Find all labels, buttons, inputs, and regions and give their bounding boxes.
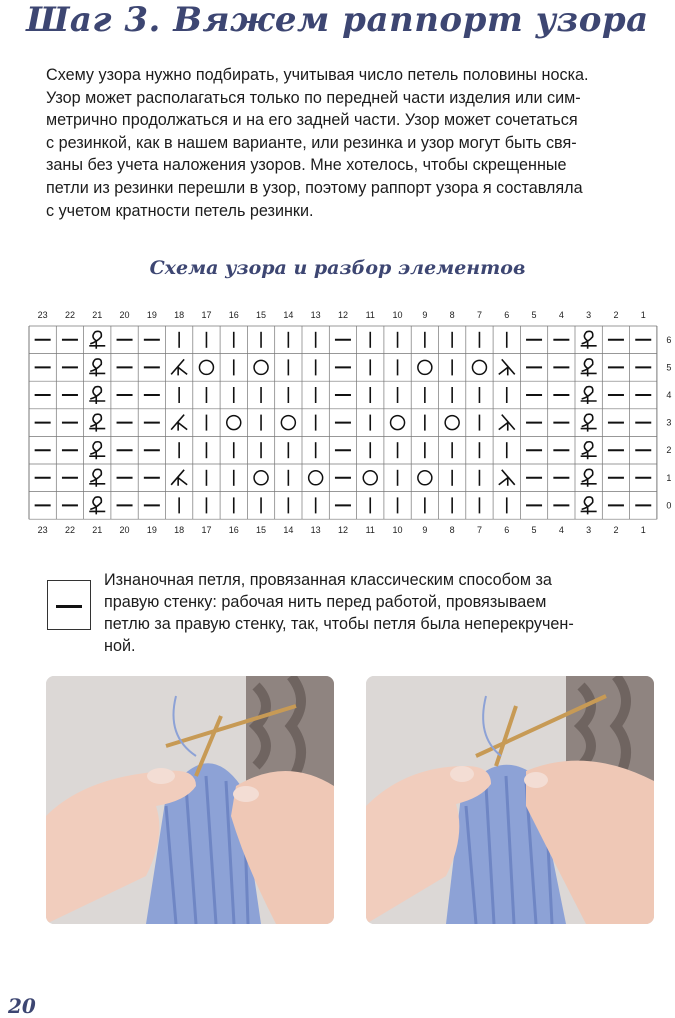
column-label-bottom: 11 <box>365 525 375 536</box>
row-label: 0 <box>666 500 672 511</box>
column-label-top: 21 <box>92 310 103 320</box>
page-title: Шаг 3. Вяжем раппорт узора <box>26 0 649 40</box>
row-label: 1 <box>666 472 672 483</box>
column-label-top: 20 <box>119 310 130 320</box>
column-label-bottom: 6 <box>504 525 510 536</box>
column-label-bottom: 8 <box>449 525 455 536</box>
column-label-top: 14 <box>283 310 294 320</box>
column-label-top: 13 <box>310 310 321 320</box>
row-label: 3 <box>666 417 672 428</box>
legend-line: Изнаночная петля, провязанная классическим способом за <box>104 571 552 589</box>
column-label-bottom: 20 <box>119 525 130 536</box>
yarn-over-symbol <box>445 416 459 430</box>
column-label-bottom: 14 <box>283 525 294 536</box>
column-label-top: 4 <box>558 310 564 320</box>
intro-line: с резинкой, как в нашем варианте, или резинка и узор могут быть свя- <box>46 133 577 152</box>
column-label-top: 16 <box>228 310 239 320</box>
column-label-bottom: 13 <box>310 525 321 536</box>
page-number: 20 <box>8 994 36 1018</box>
crossed-stitch-symbol <box>581 359 597 376</box>
column-label-top: 11 <box>365 310 375 320</box>
column-label-bottom: 23 <box>37 525 48 536</box>
column-label-bottom: 10 <box>392 525 403 536</box>
right-decrease-symbol <box>171 359 187 375</box>
column-label-bottom: 22 <box>64 525 75 536</box>
column-label-top: 15 <box>256 310 267 320</box>
column-label-top: 23 <box>37 310 48 320</box>
right-decrease-symbol <box>171 470 187 486</box>
crossed-stitch-symbol <box>581 414 597 431</box>
purl-symbol-box <box>47 580 91 630</box>
column-label-bottom: 12 <box>337 525 348 536</box>
row-label: 6 <box>666 334 672 345</box>
right-decrease-symbol <box>171 415 187 431</box>
column-label-top: 18 <box>174 310 185 320</box>
column-label-bottom: 7 <box>476 525 482 536</box>
crossed-stitch-symbol <box>89 414 105 431</box>
column-label-top: 3 <box>586 310 592 320</box>
intro-paragraph <box>46 64 660 222</box>
purl-dash-icon <box>56 605 82 608</box>
column-label-top: 10 <box>392 310 403 320</box>
left-decrease-symbol <box>499 470 515 486</box>
yarn-over-symbol <box>254 360 268 374</box>
column-label-bottom: 17 <box>201 525 212 536</box>
column-label-top: 22 <box>64 310 75 320</box>
crossed-stitch-symbol <box>581 331 597 348</box>
intro-line: Узор может располагаться только по передней части изделия или сим- <box>46 88 581 107</box>
column-label-bottom: 4 <box>558 525 564 536</box>
column-label-top: 8 <box>449 310 455 320</box>
column-label-bottom: 2 <box>613 525 619 536</box>
left-decrease-symbol <box>499 415 515 431</box>
yarn-over-symbol <box>254 471 268 485</box>
legend-line: ной. <box>104 637 136 655</box>
photo-knitting-left <box>46 676 334 924</box>
crossed-stitch-symbol <box>581 442 597 459</box>
column-label-top: 7 <box>476 310 482 320</box>
column-label-bottom: 15 <box>256 525 267 536</box>
row-label: 4 <box>666 390 672 400</box>
yarn-over-symbol <box>363 471 377 485</box>
yarn-over-symbol <box>472 360 486 374</box>
legend-line: петлю за правую стенку, так, чтобы петля была неперекручен- <box>104 615 574 633</box>
left-decrease-symbol <box>499 359 515 375</box>
column-label-bottom: 1 <box>640 525 646 536</box>
column-label-top: 1 <box>640 310 646 320</box>
legend-line: правую стенку: рабочая нить перед работой, провязываем <box>104 593 547 611</box>
column-label-top: 6 <box>504 310 510 320</box>
column-label-bottom: 5 <box>531 525 537 536</box>
yarn-over-symbol <box>391 416 405 430</box>
column-label-bottom: 19 <box>146 525 157 536</box>
column-label-bottom: 21 <box>92 525 103 536</box>
intro-line: с учетом кратности петель резинки. <box>46 201 314 220</box>
crossed-stitch-symbol <box>89 331 105 348</box>
section-subtitle: Схема узора и разбор элементов <box>149 257 526 279</box>
yarn-over-symbol <box>281 416 295 430</box>
crossed-stitch-symbol <box>581 387 597 404</box>
column-label-top: 19 <box>146 310 157 320</box>
intro-line: петли из резинки перешли в узор, поэтому раппорт узора я составляла <box>46 178 583 197</box>
yarn-over-symbol <box>418 360 432 374</box>
crossed-stitch-symbol <box>89 359 105 376</box>
row-label: 5 <box>666 362 672 373</box>
column-label-bottom: 18 <box>174 525 185 536</box>
column-label-bottom: 3 <box>586 525 592 536</box>
intro-line: метрично продолжаться и на его задней части. Узор может сочетаться <box>46 111 578 130</box>
row-label: 2 <box>666 445 672 456</box>
crossed-stitch-symbol <box>581 469 597 486</box>
yarn-over-symbol <box>418 471 432 485</box>
crossed-stitch-symbol <box>89 442 105 459</box>
intro-line: Схему узора нужно подбирать, учитывая число петель половины носка. <box>46 66 589 84</box>
crossed-stitch-symbol <box>89 497 105 514</box>
yarn-over-symbol <box>309 471 323 485</box>
column-label-bottom: 16 <box>228 525 239 536</box>
crossed-stitch-symbol <box>89 387 105 404</box>
yarn-over-symbol <box>199 360 213 374</box>
column-label-top: 5 <box>531 310 537 320</box>
column-label-top: 9 <box>422 310 428 320</box>
yarn-over-symbol <box>227 416 241 430</box>
knitting-chart <box>0 300 675 540</box>
column-label-bottom: 9 <box>422 525 428 536</box>
crossed-stitch-symbol <box>89 469 105 486</box>
legend-description <box>104 569 660 657</box>
column-label-top: 17 <box>201 310 212 320</box>
column-label-top: 2 <box>613 310 619 320</box>
crossed-stitch-symbol <box>581 497 597 514</box>
column-label-top: 12 <box>337 310 348 320</box>
photo-knitting-right <box>366 676 654 924</box>
intro-line: заны без учета наложения узоров. Мне хотелось, чтобы скрещенные <box>46 156 567 175</box>
